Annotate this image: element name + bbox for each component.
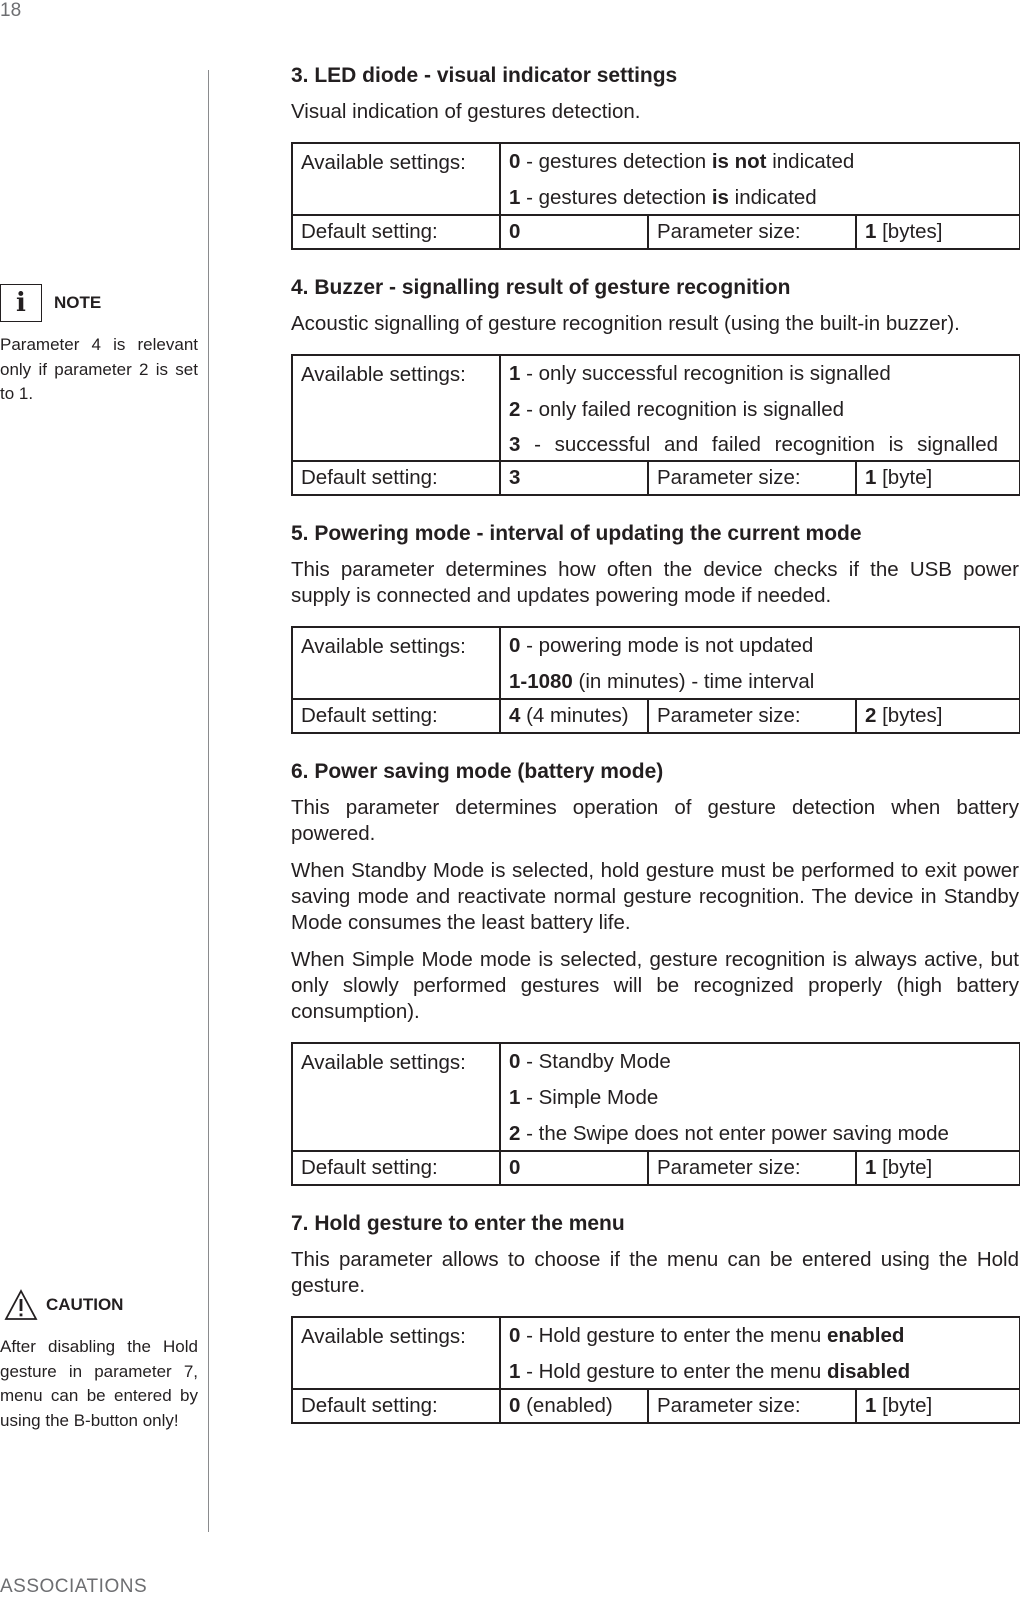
default-value: 0 (509, 220, 521, 243)
default-setting-row (292, 699, 1020, 733)
note-box (0, 283, 198, 407)
default-setting-value (500, 699, 648, 733)
option-description: (in minutes) - time interval (572, 670, 815, 693)
setting-option (509, 149, 1011, 175)
option-description: - only failed recognition is signalled (520, 398, 845, 421)
settings-table (291, 1316, 1020, 1424)
setting-option (509, 1085, 1011, 1111)
default-setting-value (500, 215, 648, 249)
settings-table (291, 142, 1020, 250)
note-title: NOTE (54, 293, 102, 312)
size-unit: [bytes] (876, 704, 943, 727)
default-value: 4 (509, 704, 521, 727)
default-setting-value (500, 1389, 648, 1423)
option-value: 3 (509, 433, 521, 456)
option-description: - Standby Mode (520, 1050, 671, 1073)
size-unit: [byte] (876, 1394, 933, 1417)
size-value: 1 (865, 1394, 877, 1417)
section-title: 4. Buzzer - signalling result of gesture recognition (291, 276, 791, 299)
section-title: 5. Powering mode - interval of updating the current mode (291, 522, 862, 545)
section-title: 6. Power saving mode (battery mode) (291, 760, 664, 783)
size-value: 1 (865, 220, 877, 243)
available-settings-options (500, 355, 1020, 461)
info-icon: i (0, 284, 42, 322)
option-description: - Simple Mode (520, 1086, 659, 1109)
size-unit: [byte] (876, 466, 933, 489)
available-settings-options (500, 143, 1020, 215)
default-setting-label: Default setting: (292, 1389, 500, 1423)
option-value: 0 (509, 150, 521, 173)
size-value: 1 (865, 466, 877, 489)
parameter-size-value (856, 461, 1020, 495)
section-paragraph: Visual indication of gestures detection. (291, 100, 641, 123)
size-value: 1 (865, 1156, 877, 1179)
setting-option (509, 1359, 1011, 1385)
section-paragraph: When Standby Mode is selected, hold gesture must be performed to exit power saving mode and reactivate normal gesture recognition. The device in Standby Mode consumes the least battery life. (291, 859, 1019, 934)
caution-text: After disabling the Hold gesture in parameter 7, menu can be entered by using the B-button only! (0, 1337, 198, 1430)
parameter-size-value (856, 1151, 1020, 1185)
parameter-size-label: Parameter size: (648, 1389, 856, 1423)
parameter-size-value (856, 1389, 1020, 1423)
setting-option (509, 397, 1011, 423)
option-description: - only successful recognition is signalled (520, 362, 891, 385)
option-value: 1 (509, 1086, 521, 1109)
default-setting-row (292, 461, 1020, 495)
default-setting-label: Default setting: (292, 1151, 500, 1185)
available-settings-options (500, 1043, 1020, 1151)
available-settings-row (292, 1043, 1020, 1151)
section-paragraph: This parameter determines operation of gesture detection when battery powered. (291, 796, 1019, 845)
available-settings-row (292, 1317, 1020, 1389)
parameter-size-value (856, 699, 1020, 733)
option-value: 1 (509, 186, 521, 209)
warning-triangle-icon (0, 1286, 42, 1324)
section-title: 3. LED diode - visual indicator settings (291, 64, 678, 87)
default-setting-row (292, 215, 1020, 249)
default-value: 0 (509, 1156, 521, 1179)
option-description: - gestures detection (520, 150, 712, 173)
note-header (0, 283, 198, 323)
available-settings-label: Available settings: (292, 1043, 500, 1151)
settings-table (291, 626, 1020, 734)
parameter-size-label: Parameter size: (648, 699, 856, 733)
setting-option (509, 669, 1011, 695)
option-emphasis: disabled (826, 1360, 911, 1383)
available-settings-options (500, 627, 1020, 699)
setting-option (509, 1049, 1011, 1075)
parameters-content (291, 62, 1019, 1424)
option-description: - successful and failed recognition is signalled (520, 433, 999, 456)
default-setting-label: Default setting: (292, 215, 500, 249)
available-settings-row (292, 355, 1020, 461)
settings-table (291, 354, 1020, 496)
default-setting-value (500, 1151, 648, 1185)
default-setting-label: Default setting: (292, 461, 500, 495)
caution-box (0, 1285, 198, 1433)
section-paragraph: This parameter allows to choose if the menu can be entered using the Hold gesture. (291, 1248, 1019, 1297)
option-value: 1 (509, 1360, 521, 1383)
available-settings-label: Available settings: (292, 627, 500, 699)
size-unit: [byte] (876, 1156, 933, 1179)
parameter-size-label: Parameter size: (648, 1151, 856, 1185)
footer-section-label: ASSOCIATIONS (0, 1576, 148, 1597)
default-setting-row (292, 1389, 1020, 1423)
section-title: 7. Hold gesture to enter the menu (291, 1212, 625, 1235)
page-number: 18 (0, 0, 22, 21)
available-settings-options (500, 1317, 1020, 1389)
setting-option (509, 1121, 1011, 1147)
option-value: 0 (509, 1050, 521, 1073)
option-value: 0 (509, 634, 521, 657)
option-value: 1 (509, 362, 521, 385)
default-value-note: (4 minutes) (520, 704, 629, 727)
section-paragraph: When Simple Mode mode is selected, gesture recognition is always active, but only slowly performed gestures will be recognized properly (high battery consumption). (291, 948, 1019, 1023)
option-description-end: indicated (728, 186, 817, 209)
option-value: 1-1080 (509, 670, 573, 693)
default-value-note: (enabled) (520, 1394, 613, 1417)
size-unit: [bytes] (876, 220, 943, 243)
section-paragraph: This parameter determines how often the device checks if the USB power supply is connected and updates powering mode if needed. (291, 558, 1019, 607)
option-description: - Hold gesture to enter the menu (520, 1324, 827, 1347)
setting-option (509, 1323, 1011, 1349)
caution-title: CAUTION (46, 1295, 124, 1314)
available-settings-row (292, 627, 1020, 699)
default-value: 0 (509, 1394, 521, 1417)
option-emphasis: is (711, 186, 729, 209)
default-setting-row (292, 1151, 1020, 1185)
available-settings-label: Available settings: (292, 143, 500, 215)
setting-option (509, 633, 1011, 659)
option-emphasis: enabled (826, 1324, 905, 1347)
section-paragraph: Acoustic signalling of gesture recognition result (using the built-in buzzer). (291, 312, 960, 335)
size-value: 2 (865, 704, 877, 727)
option-value: 2 (509, 1122, 521, 1145)
available-settings-label: Available settings: (292, 355, 500, 461)
setting-option (509, 361, 1011, 387)
option-description: - Hold gesture to enter the menu (520, 1360, 827, 1383)
default-setting-label: Default setting: (292, 699, 500, 733)
parameter-size-label: Parameter size: (648, 461, 856, 495)
settings-table (291, 1042, 1020, 1186)
default-setting-value (500, 461, 648, 495)
option-description: - the Swipe does not enter power saving mode (520, 1122, 949, 1145)
setting-option (509, 185, 1011, 211)
available-settings-label: Available settings: (292, 1317, 500, 1389)
parameter-size-label: Parameter size: (648, 215, 856, 249)
option-description-end: indicated (766, 150, 855, 173)
setting-option (509, 433, 1011, 457)
option-description: - powering mode is not updated (520, 634, 814, 657)
option-emphasis: is not (711, 150, 767, 173)
available-settings-row (292, 143, 1020, 215)
option-value: 2 (509, 398, 521, 421)
option-description: - gestures detection (520, 186, 712, 209)
margin-divider (208, 70, 209, 1532)
caution-header (0, 1285, 198, 1325)
parameter-size-value (856, 215, 1020, 249)
option-value: 0 (509, 1324, 521, 1347)
note-text: Parameter 4 is relevant only if parameter 2 is set to 1. (0, 335, 198, 403)
default-value: 3 (509, 466, 521, 489)
